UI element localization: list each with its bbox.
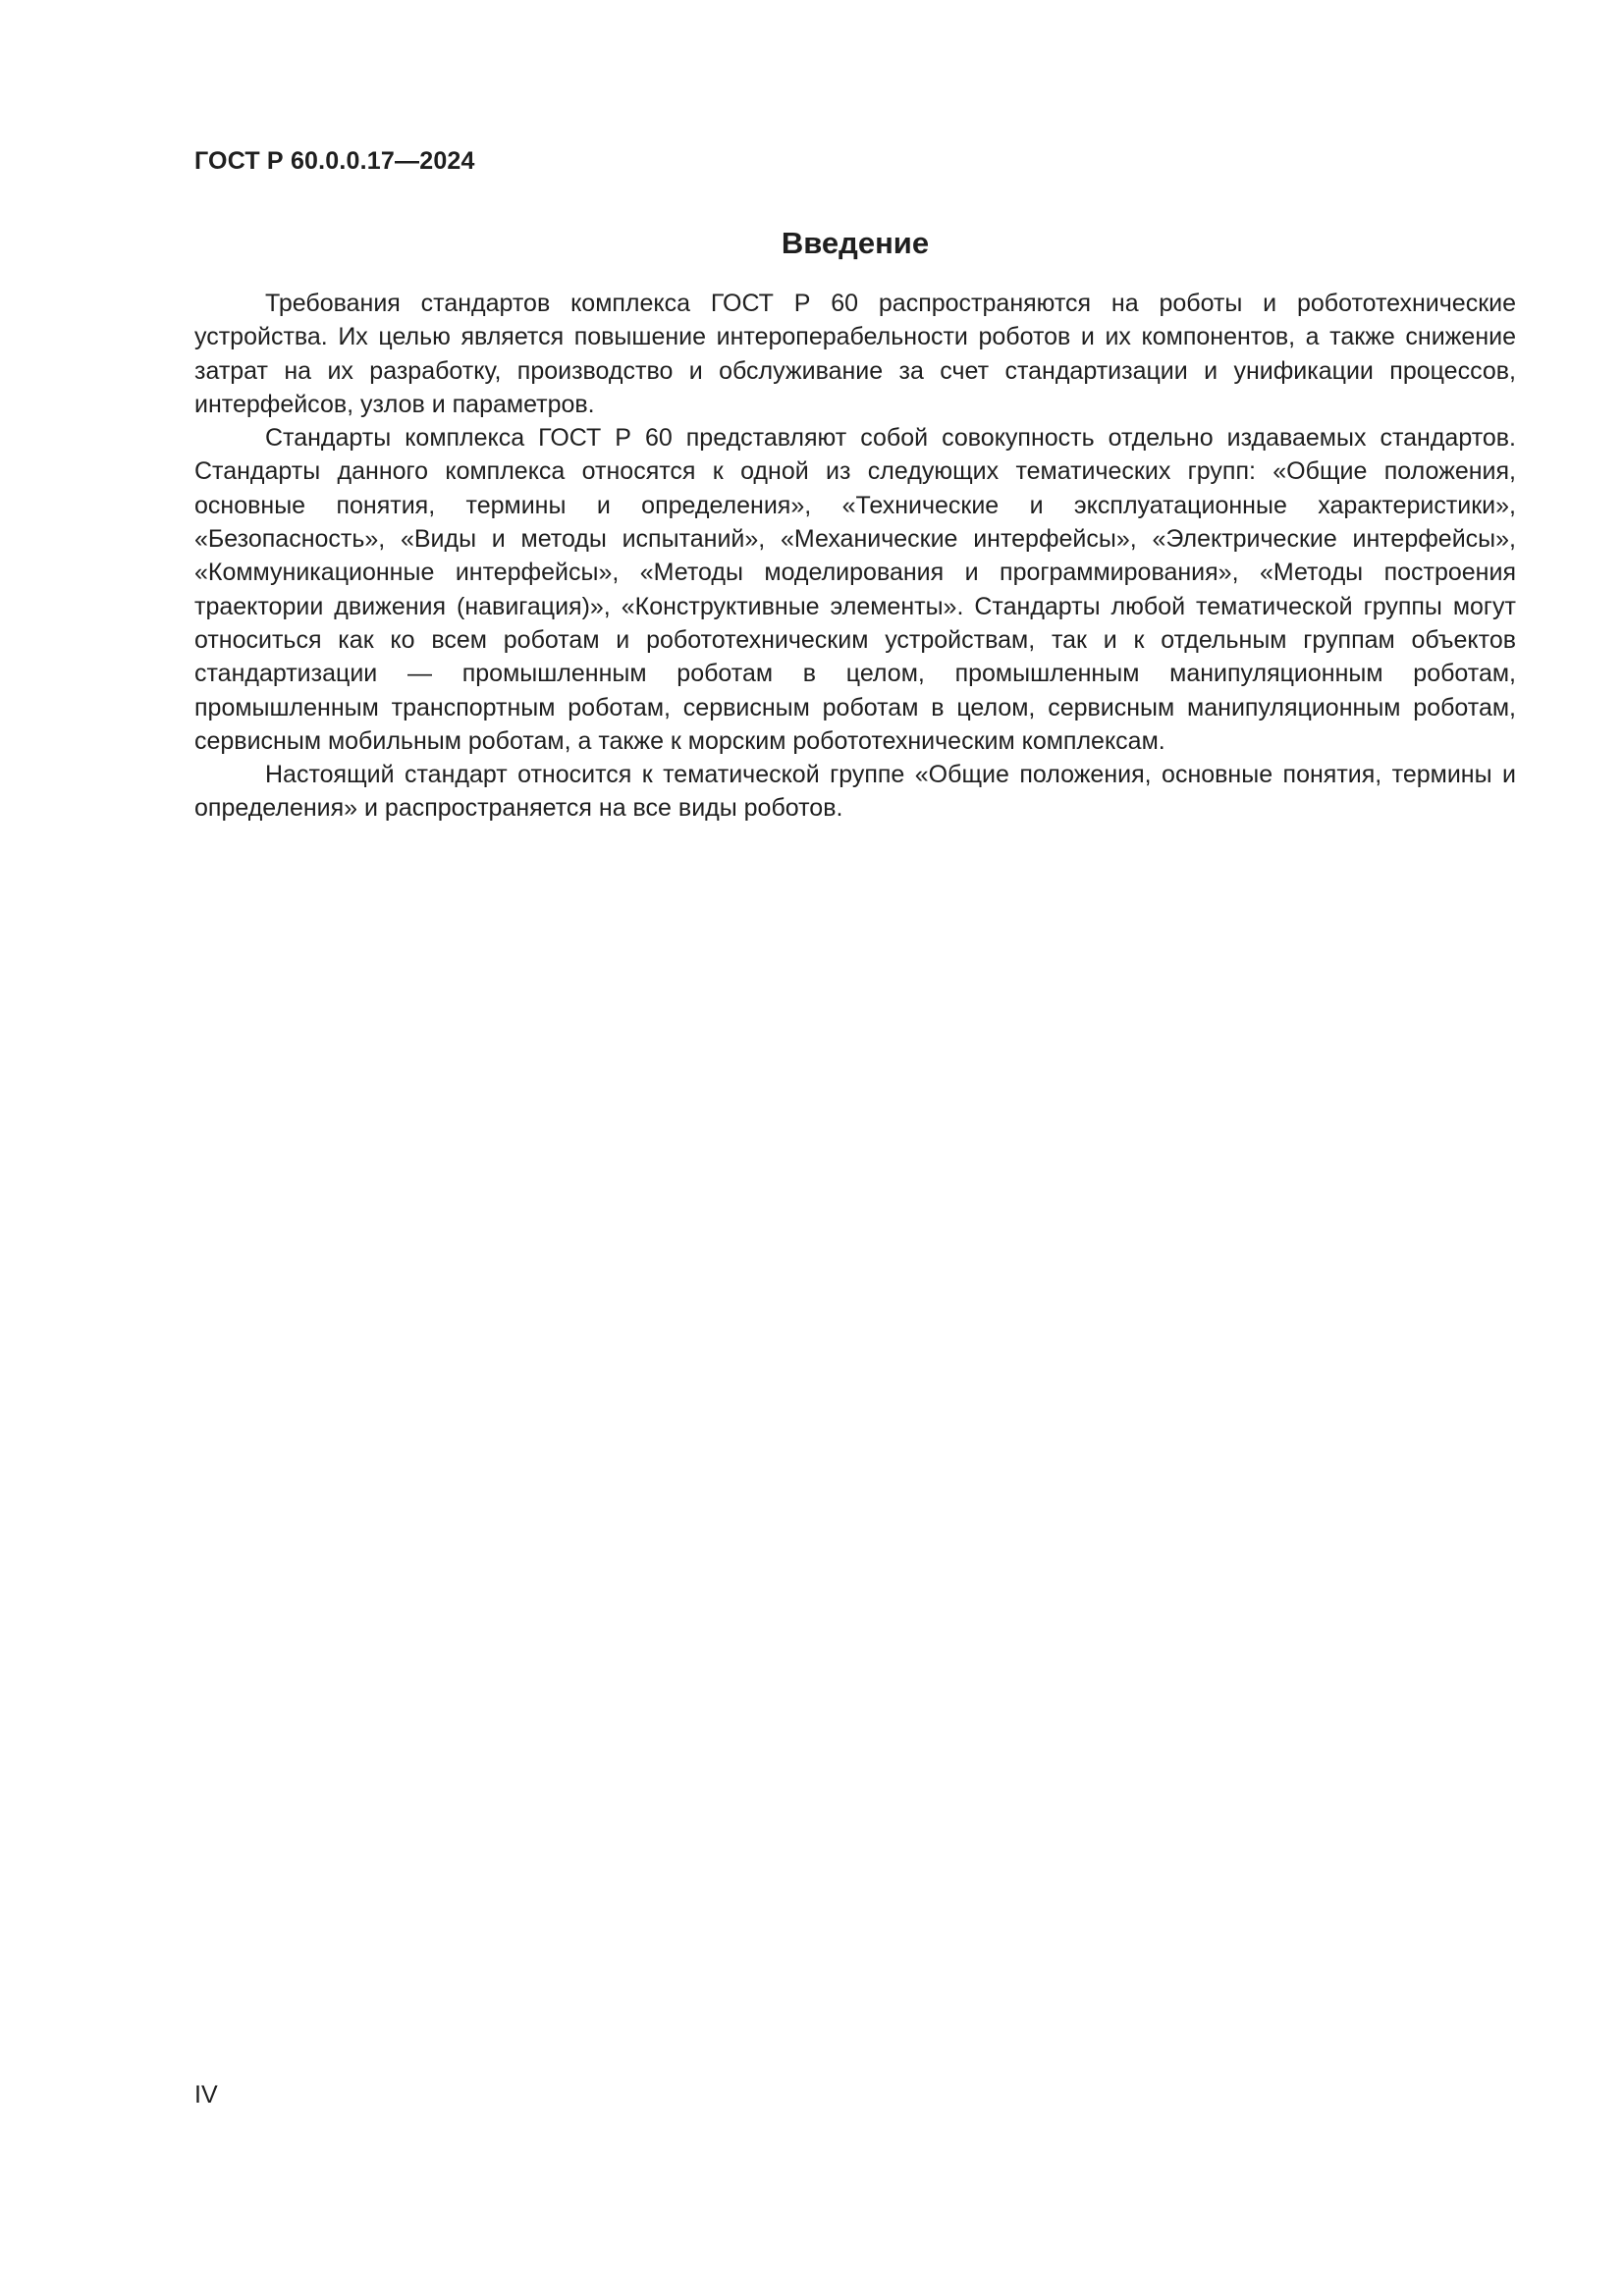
page-number: IV [194, 2081, 218, 2109]
paragraph-3: Настоящий стандарт относится к тематической группе «Общие положения, основные понятия, термины и определения» и распространяется на все виды роботов. [194, 761, 1516, 823]
paragraph-2: Стандарты комплекса ГОСТ Р 60 представляют собой совокупность отдельно издаваемых стандартов. Стандарты данного комплекса относятся к одной из следующих тематических групп: «Общие положения, основные понятия, термины и определения», «Технические и эксплуатационные характеристики», «Безопасность», «Виды и методы испытаний», «Механические интерфейсы», «Электрические интерфейсы», «Коммуникационные интерфейсы», «Методы моделирования и программирования», «Методы построения траектории движения (навигация)», «Конструктивные элементы». Стандарты любой тематической группы могут относиться как ко всем роботам и робототехническим устройствам, так и к отдельным группам объектов стандартизации — промышленным роботам в целом, промышленным манипуляционным роботам, промышленным транспортным роботам, сервисным роботам в целом, сервисным манипуляционным роботам, сервисным мобильным роботам, а также к морским робототехническим комплексам. [194, 424, 1516, 755]
document-code-header: ГОСТ Р 60.0.0.17—2024 [194, 147, 475, 175]
paragraph-1: Требования стандартов комплекса ГОСТ Р 60 распространяются на роботы и робототехнические устройства. Их целью является повышение интероперабельности роботов и их компонентов, а также снижение затрат на их разработку, производство и обслуживание за счет стандартизации и унификации процессов, интерфейсов, узлов и параметров. [194, 290, 1516, 418]
section-title: Введение [781, 226, 930, 260]
introduction-body [194, 287, 1516, 826]
